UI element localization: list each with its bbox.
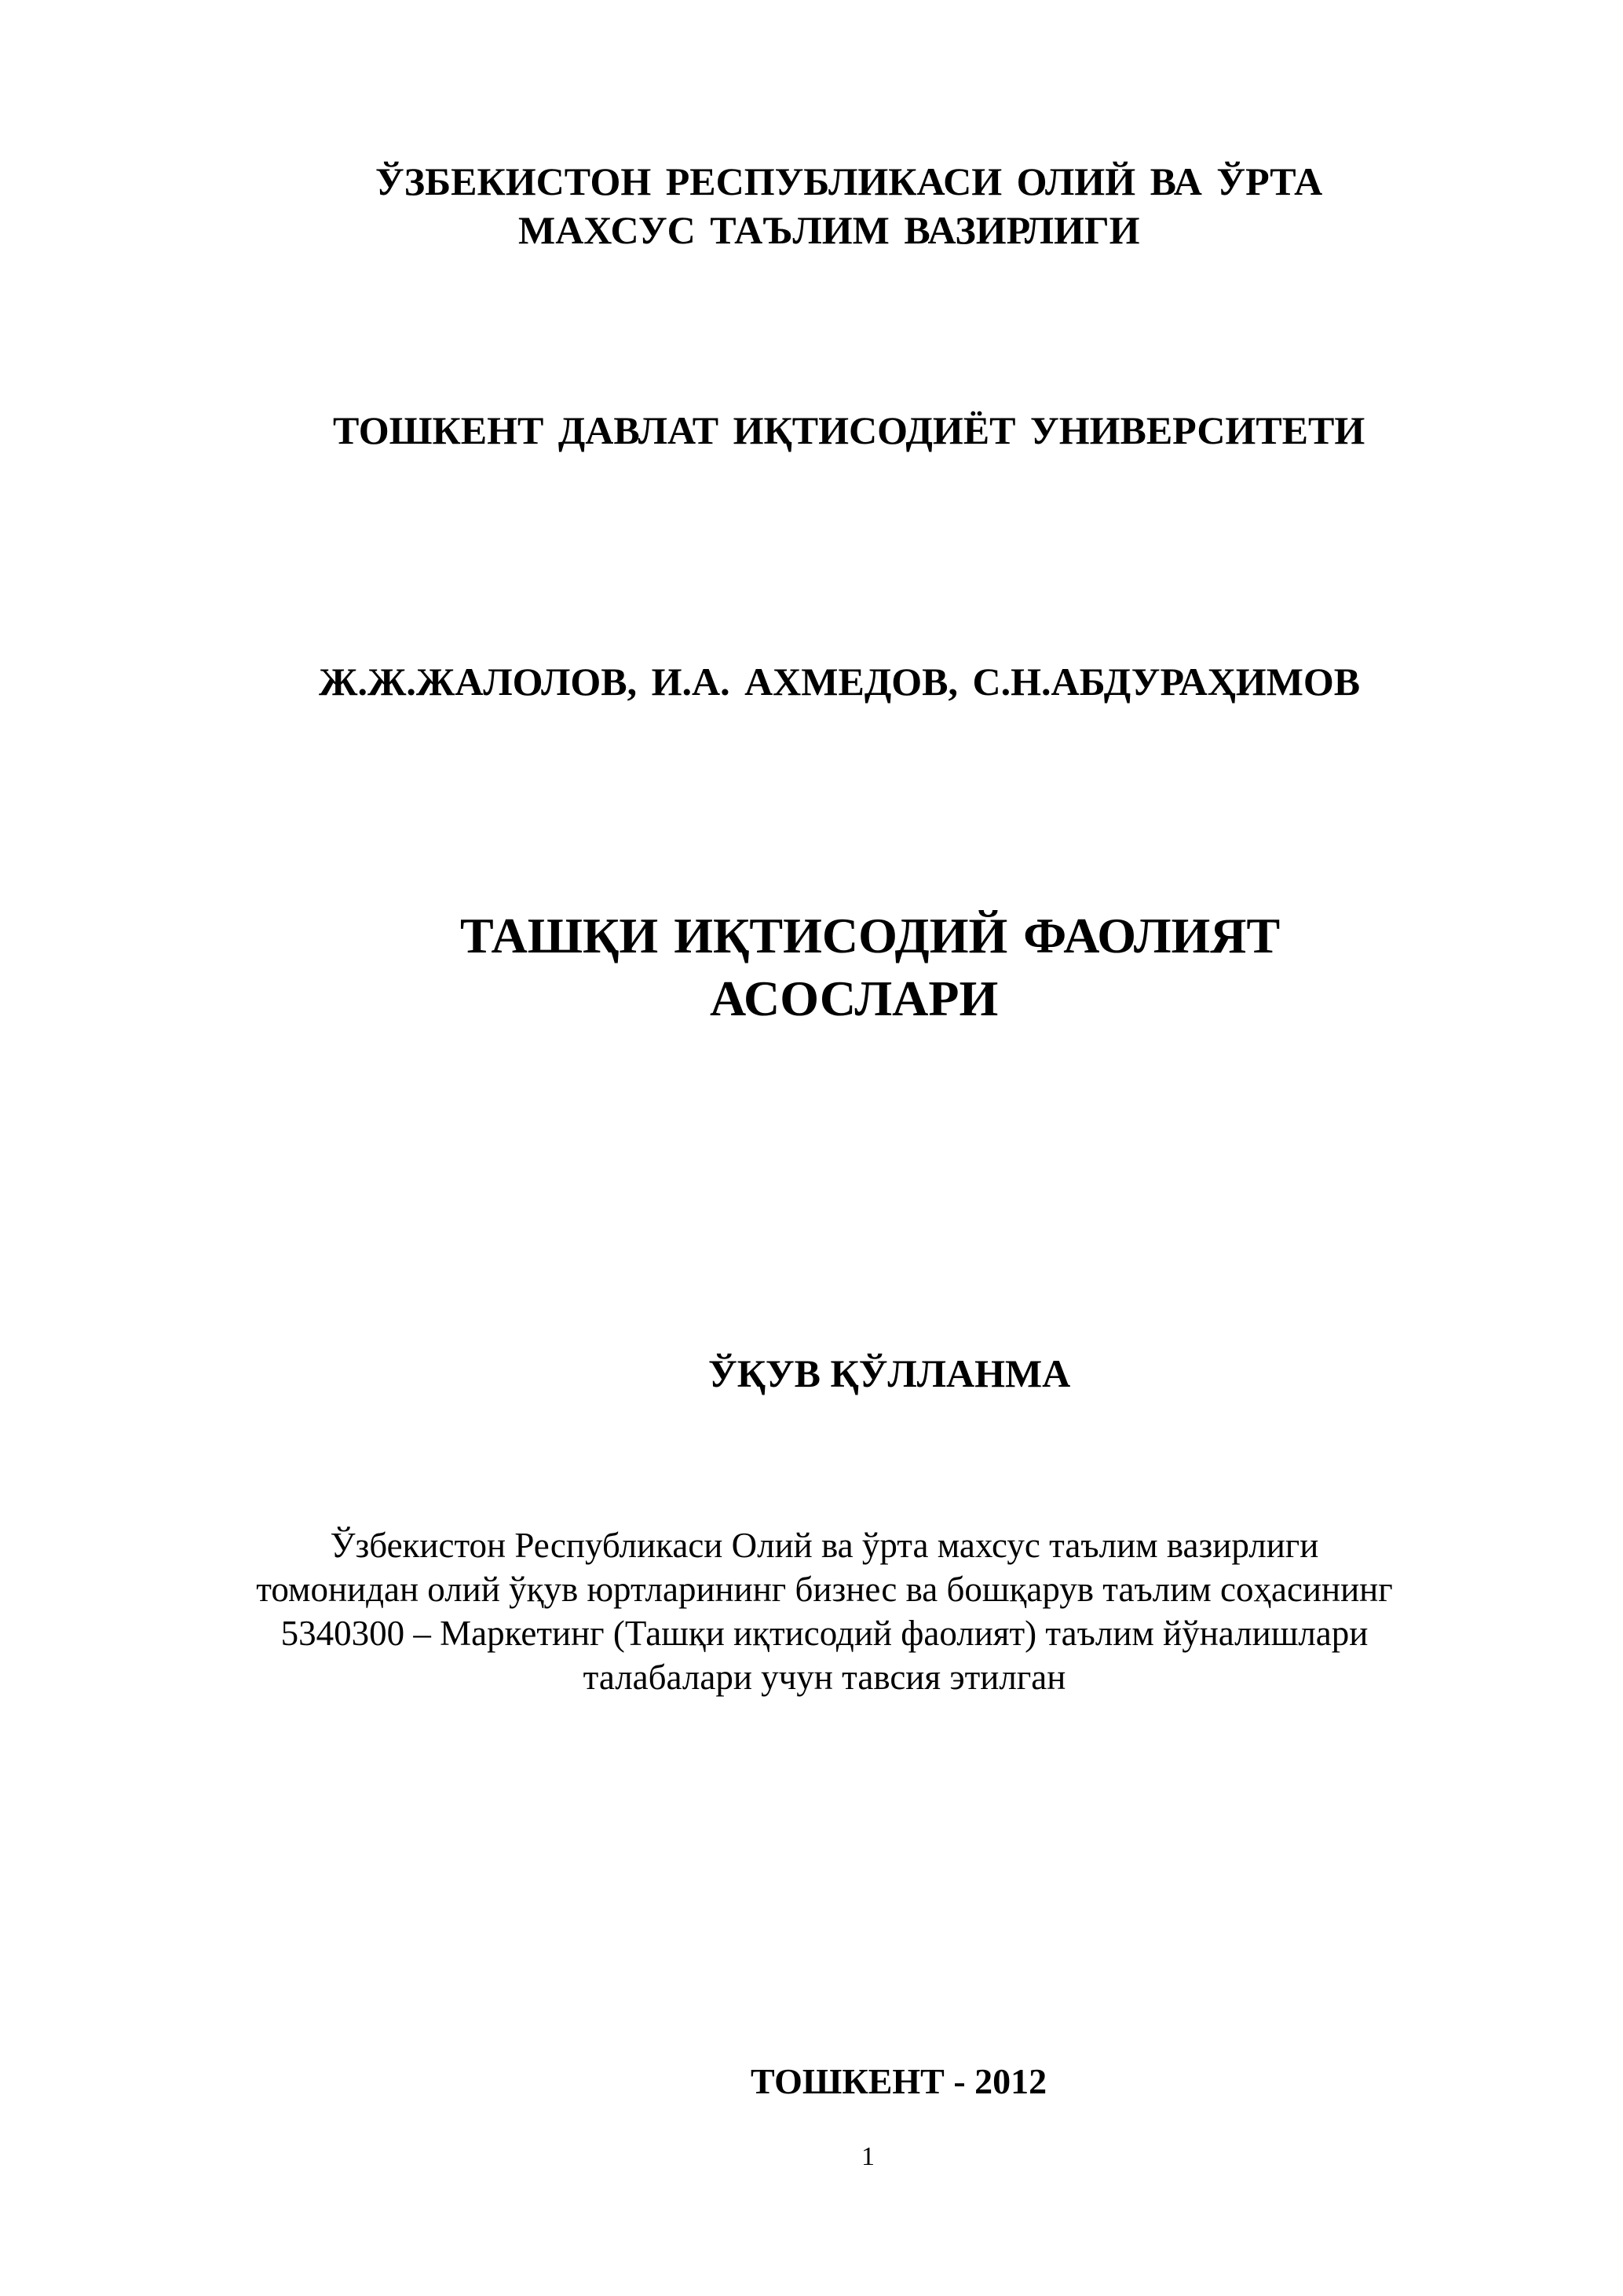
university-name: ТОШКЕНТ ДАВЛАТ ИҚТИСОДИЁТ УНИВЕРСИТЕТИ bbox=[333, 408, 1365, 452]
document-type: ЎҚУВ ҚЎЛЛАНМА bbox=[708, 1351, 1071, 1395]
ministry-line-2: МАХСУС ТАЪЛИМ ВАЗИРЛИГИ bbox=[518, 208, 1140, 252]
authors: Ж.Ж.ЖАЛОЛОВ, И.А. АХМЕДОВ, С.Н.АБДУРАҲИМОВ bbox=[319, 660, 1361, 704]
approval-line-3: 5340300 – Маркетинг (Ташқи иқтисодий фаолият) таълим йўналишлари bbox=[280, 1614, 1369, 1653]
city-year: ТОШКЕНТ - 2012 bbox=[751, 2061, 1047, 2101]
book-title-line-2: АСОСЛАРИ bbox=[710, 971, 999, 1026]
approval-line-4: талабалари учун тавсия этилган bbox=[583, 1658, 1066, 1697]
page-number: 1 bbox=[861, 2142, 875, 2171]
approval-line-1: Ўзбекистон Республикаси Олий ва ўрта махсус таълим вазирлиги bbox=[330, 1526, 1319, 1565]
book-title-line-1: ТАШҚИ ИҚТИСОДИЙ ФАОЛИЯТ bbox=[460, 908, 1281, 963]
approval-note bbox=[236, 1523, 1413, 1699]
approval-line-2: томонидан олий ўқув юртларининг бизнес ва бошқарув таълим соҳасининг bbox=[256, 1570, 1393, 1609]
ministry-line-1: ЎЗБЕКИСТОН РЕСПУБЛИКАСИ ОЛИЙ ВА ЎРТА bbox=[375, 159, 1323, 203]
